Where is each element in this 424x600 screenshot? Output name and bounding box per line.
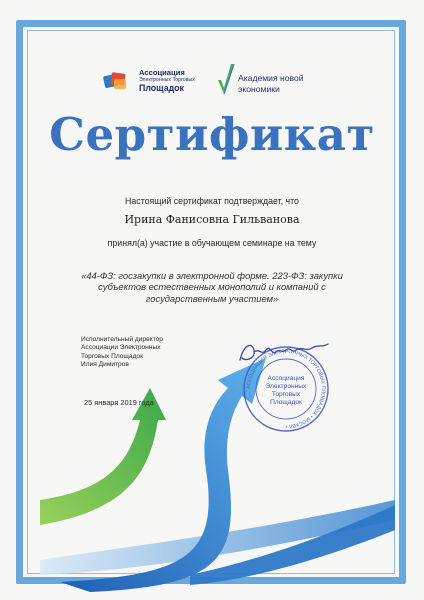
stamp-ring-text: АССОЦИАЦИЯ ЭЛЕКТРОННЫХ ТОРГОВЫХ ПЛОЩАДОК • МОСКВА • [245, 348, 327, 430]
ane-logo-line1: Академия новой [238, 73, 304, 83]
stamp-center-line3: Торговых [271, 391, 301, 398]
issue-date: 25 января 2019 года [84, 398, 154, 407]
aetp-logo-line3: Площадок [139, 83, 184, 93]
signatory-block [81, 336, 163, 369]
stamp-center-line2: Электронных [265, 383, 307, 390]
recipient-name: Ирина Фанисовна Гильванова [124, 213, 300, 226]
aetp-logo [102, 67, 212, 97]
ane-checkmark-icon [216, 62, 236, 98]
aetp-logo-line1: Ассоциация [139, 68, 185, 77]
signatory-line1: Исполнительный директор [81, 336, 163, 343]
ane-logo-line2: экономики [238, 84, 280, 94]
certificate-title: Сертификат [49, 108, 375, 161]
signatory-line4: Илия Димитров [81, 360, 129, 368]
signatory-line2: Ассоциации Электронных [81, 344, 161, 352]
green-swoosh [40, 388, 166, 525]
signatory-line3: Торговых Площадок [81, 352, 143, 360]
intro-text: Настоящий сертификат подтверждает, что [125, 196, 299, 206]
participation-text: принял(а) участие в обучающем семинаре на тему [107, 238, 317, 248]
ane-logo [216, 62, 326, 102]
seminar-topic: «44-ФЗ: госзакупки в электронной форме. 223-ФЗ: закупки субъектов естественных монополий и компаний с государственным участием» [81, 270, 343, 304]
stamp-center-line1: Ассоциация [267, 375, 305, 382]
stamp-center-line4: Площадок [270, 399, 302, 406]
aetp-logo-mark-icon [102, 69, 132, 93]
aetp-logo-line2: Электронных Торговых [139, 77, 195, 83]
handwritten-signature [236, 338, 332, 368]
